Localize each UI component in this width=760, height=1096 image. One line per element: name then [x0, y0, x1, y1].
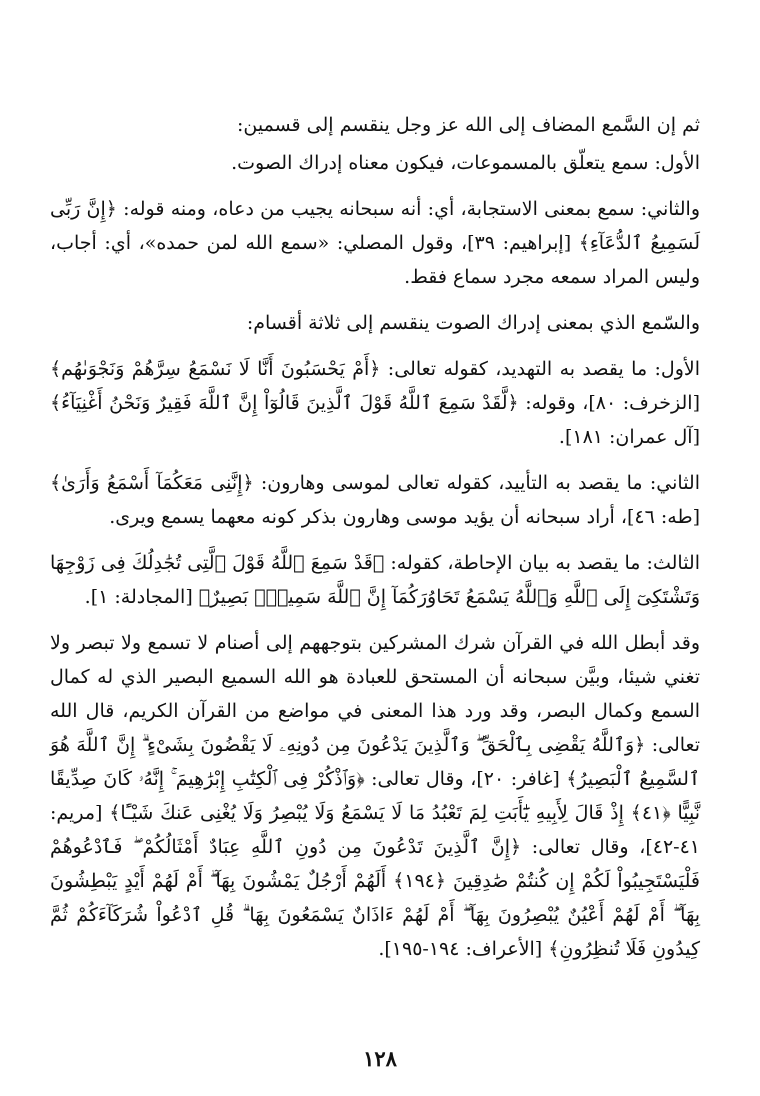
page-number: ١٢٨ — [363, 1046, 397, 1071]
hearing-divisions-paragraph: والسّمع الذي بمعنى إدراك الصوت ينقسم إلى ثلاثة أقسام: — [246, 312, 700, 334]
encompassing-paragraph: الثالث: ما يقصد به بيان الإحاطة، كقوله: ﴿قَدْ سَمِعَ ٱللَّهُ قَوْلَ ٱلَّتِى تُجَٰدِلُكَ فِى زَوْجِهَا وَتَشْتَكِىٓ إِلَى ٱللَّهِ وَٱللَّهُ يَسْمَعُ تَحَاوُرَكُمَآ إِنَّ ٱللَّهَ سَمِيعٌۢ بَصِيرٌ﴾ [المجادلة: ١]. — [50, 552, 700, 608]
second-type-paragraph: والثاني: سمع بمعنى الاستجابة، أي: أنه سبحانه يجيب من دعاه، ومنه قوله: ﴿إِنَّ رَبِّى لَسَمِيعُ ٱلدُّعَآءِ﴾ [إبراهيم: ٣٩]، وقول المصلي: «سمع الله لمن حمده»، أي: أجاب، وليس المراد سمعه مجرد سماع فقط. — [50, 198, 700, 288]
support-paragraph: الثاني: ما يقصد به التأييد، كقوله تعالى لموسى وهارون: ﴿إِنَّنِى مَعَكُمَآ أَسْمَعُ وَأَرَىٰ﴾ [طه: ٤٦]، أراد سبحانه أن يؤيد موسى وهارون بذكر كونه معهما يسمع ويرى. — [50, 472, 700, 528]
page-body — [50, 108, 700, 978]
first-type-paragraph: الأول: سمع يتعلّق بالمسموعات، فيكون معناه إدراك الصوت. — [231, 152, 700, 174]
intro-paragraph: ثم إن السَّمع المضاف إلى الله عز وجل ينقسم إلى قسمين: — [236, 114, 700, 136]
idols-paragraph: وقد أبطل الله في القرآن شرك المشركين بتوجههم إلى أصنام لا تسمع ولا تبصر ولا تغني شيئا، وبيَّن سبحانه أن المستحق للعبادة هو الله السميع البصير الذي له كمال السمع وكمال البصر، وقد ورد هذا المعنى في مواضع من القرآن الكريم، قال الله تعالى: ﴿وَٱللَّهُ يَقْضِى بِٱلْحَقِّ ۖ وَٱلَّذِينَ يَدْعُونَ مِن دُونِهِۦ لَا يَقْضُونَ بِشَىْءٍ ۗ إِنَّ ٱللَّهَ هُوَ ٱلسَّمِيعُ ٱلْبَصِيرُ﴾ [غافر: ٢٠]، وقال تعالى: ﴿وَٱذْكُرْ فِى ٱلْكِتَٰبِ إِبْرَٰهِيمَ ۚ إِنَّهُۥ كَانَ صِدِّيقًا نَّبِيًّا ﴿٤١﴾ إِذْ قَالَ لِأَبِيهِ يَٰٓأَبَتِ لِمَ تَعْبُدُ مَا لَا يَسْمَعُ وَلَا يُبْصِرُ وَلَا يُغْنِى عَنكَ شَيْـًٔا﴾ [مريم: ٤١-٤٢]، وقال تعالى: ﴿إِنَّ ٱلَّذِينَ تَدْعُونَ مِن دُونِ ٱللَّهِ عِبَادٌ أَمْثَالُكُمْ ۖ فَٱدْعُوهُمْ فَلْيَسْتَجِيبُواْ لَكُمْ إِن كُنتُمْ صَٰدِقِينَ ﴿١٩٤﴾ أَلَهُمْ أَرْجُلٌ يَمْشُونَ بِهَآ ۖ أَمْ لَهُمْ أَيْدٍ يَبْطِشُونَ بِهَآ ۖ أَمْ لَهُمْ أَعْيُنٌ يُبْصِرُونَ بِهَآ ۖ أَمْ لَهُمْ ءَاذَانٌ يَسْمَعُونَ بِهَا ۗ قُلِ ٱدْعُواْ شُرَكَآءَكُمْ ثُمَّ كِيدُونِ فَلَا تُنظِرُونِ﴾ [الأعراف: ١٩٤-١٩٥]. — [50, 632, 700, 960]
threat-paragraph: الأول: ما يقصد به التهديد، كقوله تعالى: ﴿أَمْ يَحْسَبُونَ أَنَّا لَا نَسْمَعُ سِرَّهُمْ وَنَجْوَىٰهُم﴾ [الزخرف: ٨٠]، وقوله: ﴿لَّقَدْ سَمِعَ ٱللَّهُ قَوْلَ ٱلَّذِينَ قَالُوٓاْ إِنَّ ٱللَّهَ فَقِيرٌ وَنَحْنُ أَغْنِيَآءُ﴾ [آل عمران: ١٨١]. — [50, 358, 700, 448]
